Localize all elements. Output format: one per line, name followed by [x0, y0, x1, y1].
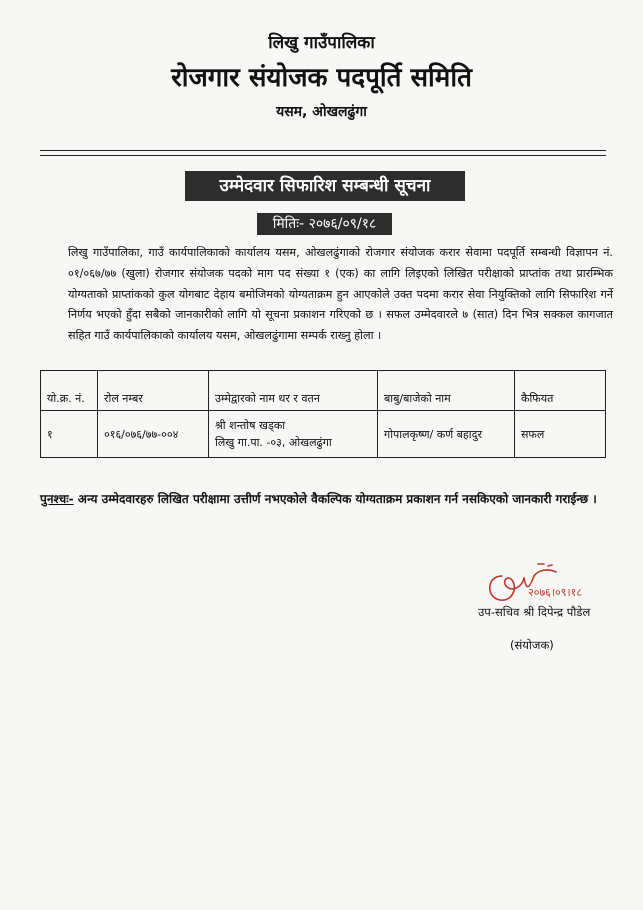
notice-body: लिखु गाउँपालिका, गाउँ कार्यपालिकाको कार्यालय यसम, ओखलढुंगाको रोजगार संयोजक करार सेवामा पदपूर्ति सम्बन्धी विज्ञापन नं. ०१/०६७/७७ (खुला) रोजगार संयोजक पदको माग पद संख्या १ (एक) का लागि लिइएको लिखित परीक्षाको प्राप्तांक तथा प्रारम्भिक योग्यताको प्राप्तांकको कुल योगबाट देहाय बमोजिमको योग्यताक्रम हुन आएकोले उक्त पदमा करार सेवा नियुक्तिको लागि सिफारिश गर्ने निर्णय भएको हुँदा सबैको जानकारीको लागि यो सूचना प्रकाशन गरिएको छ । सफल उम्मेदवारले ७ (सात) दिन भित्र सक्कल कागजात सहित गाउँ कार्यपालिकाको कार्यालय यसम, ओखलढुंगामा सम्पर्क राख्नु होला ।: [68, 246, 613, 343]
header-candidate: उम्मेद्वारको नाम थर र वतन: [209, 371, 378, 411]
notice-title: उम्मेदवार सिफारिश सम्बन्धी सूचना: [185, 171, 465, 201]
header-remarks: कैफियत: [515, 371, 606, 411]
candidate-name: श्री शन्तोष खड्का: [215, 419, 286, 432]
committee-name: रोजगार संयोजक पदपूर्ति समिति: [171, 63, 472, 93]
signer-name: उप-सचिव श्री दिपेन्द्र पौडेल: [478, 605, 591, 619]
municipality-name: लिखु गाउँपालिका: [268, 33, 375, 53]
cell-serial: १: [41, 411, 98, 458]
cell-remarks: सफल: [515, 411, 606, 458]
candidate-address: लिखु गा.पा. -०३, ओखलढुंगा: [215, 436, 332, 449]
cell-father: गोपालकृष्ण/ कर्ण बहादुर: [378, 411, 515, 458]
header-roll: रोल नम्बर: [98, 371, 209, 411]
signature-date: २०७६।०९।१८: [528, 586, 583, 599]
cell-candidate: [209, 411, 378, 458]
result-table: [40, 370, 606, 458]
header-serial: यो.क्र. नं.: [41, 371, 98, 411]
postscript-lead: पुनश्चः-: [40, 492, 74, 506]
postscript-text: अन्य उम्मेदवारहरु लिखित परीक्षामा उत्तीर्ण नभएकोले वैकल्पिक योग्यताक्रम प्रकाशन गर्न नसकिएको जानकारी गराईन्छ ।: [77, 492, 597, 506]
notice-date: मितिः- २०७६/०९/१८: [257, 213, 392, 235]
header-divider-bottom: [40, 155, 606, 156]
signer-role: (संयोजक): [510, 638, 554, 652]
table-header-row: [41, 371, 606, 411]
postscript: [40, 488, 615, 510]
header-divider-top: [40, 150, 606, 151]
cell-roll: ०१६/०७६/७७-००४: [98, 411, 209, 458]
office-address: यसम, ओखलढुंगा: [276, 104, 367, 120]
table-row: [41, 411, 606, 458]
header-father: बाबु/बाजेको नाम: [378, 371, 515, 411]
